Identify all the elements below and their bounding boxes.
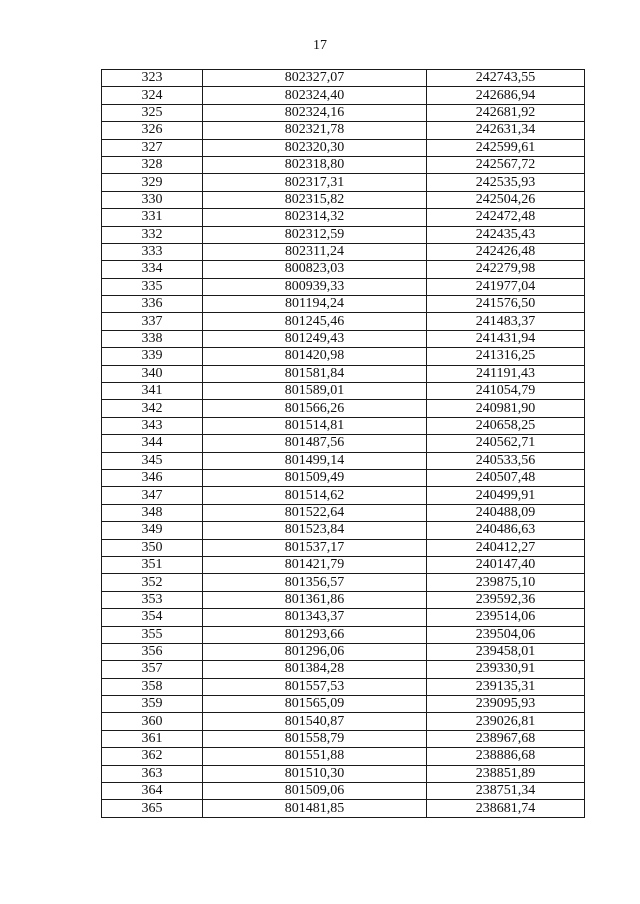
table-row (102, 400, 585, 417)
point-number-cell: 328 (102, 156, 203, 173)
x-coordinate-cell: 801509,06 (203, 783, 427, 800)
point-number-cell: 323 (102, 70, 203, 87)
x-coordinate-cell: 801566,26 (203, 400, 427, 417)
y-coordinate-cell: 239458,01 (427, 643, 585, 660)
y-coordinate-cell: 241431,94 (427, 330, 585, 347)
x-coordinate-cell: 801540,87 (203, 713, 427, 730)
y-coordinate-cell: 240486,63 (427, 522, 585, 539)
x-coordinate-cell: 801514,62 (203, 487, 427, 504)
table-row (102, 522, 585, 539)
table-row (102, 383, 585, 400)
x-coordinate-cell: 802321,78 (203, 122, 427, 139)
table-row (102, 243, 585, 260)
point-number-cell: 332 (102, 226, 203, 243)
y-coordinate-cell: 242567,72 (427, 156, 585, 173)
table-row (102, 365, 585, 382)
x-coordinate-cell: 801589,01 (203, 383, 427, 400)
y-coordinate-cell: 239026,81 (427, 713, 585, 730)
point-number-cell: 330 (102, 191, 203, 208)
table-row (102, 156, 585, 173)
y-coordinate-cell: 242681,92 (427, 104, 585, 121)
table-row (102, 696, 585, 713)
table-row (102, 139, 585, 156)
point-number-cell: 342 (102, 400, 203, 417)
coordinates-table (101, 69, 585, 818)
point-number-cell: 343 (102, 417, 203, 434)
table-row (102, 122, 585, 139)
x-coordinate-cell: 801551,88 (203, 748, 427, 765)
point-number-cell: 359 (102, 696, 203, 713)
x-coordinate-cell: 801343,37 (203, 609, 427, 626)
y-coordinate-cell: 241483,37 (427, 313, 585, 330)
table-row (102, 783, 585, 800)
table-row (102, 435, 585, 452)
page-number: 17 (313, 38, 327, 53)
table-row (102, 487, 585, 504)
table-row (102, 643, 585, 660)
x-coordinate-cell: 801420,98 (203, 348, 427, 365)
x-coordinate-cell: 801249,43 (203, 330, 427, 347)
x-coordinate-cell: 801421,79 (203, 556, 427, 573)
x-coordinate-cell: 801293,66 (203, 626, 427, 643)
point-number-cell: 346 (102, 469, 203, 486)
x-coordinate-cell: 800823,03 (203, 261, 427, 278)
y-coordinate-cell: 238967,68 (427, 730, 585, 747)
y-coordinate-cell: 242504,26 (427, 191, 585, 208)
table-row (102, 226, 585, 243)
point-number-cell: 338 (102, 330, 203, 347)
table-row (102, 313, 585, 330)
point-number-cell: 337 (102, 313, 203, 330)
table-row (102, 174, 585, 191)
point-number-cell: 335 (102, 278, 203, 295)
point-number-cell: 339 (102, 348, 203, 365)
table-row (102, 330, 585, 347)
x-coordinate-cell: 802320,30 (203, 139, 427, 156)
point-number-cell: 327 (102, 139, 203, 156)
point-number-cell: 365 (102, 800, 203, 817)
point-number-cell: 357 (102, 661, 203, 678)
x-coordinate-cell: 801356,57 (203, 574, 427, 591)
x-coordinate-cell: 801522,64 (203, 504, 427, 521)
x-coordinate-cell: 801510,30 (203, 765, 427, 782)
point-number-cell: 356 (102, 643, 203, 660)
x-coordinate-cell: 801194,24 (203, 296, 427, 313)
y-coordinate-cell: 240507,48 (427, 469, 585, 486)
y-coordinate-cell: 242599,61 (427, 139, 585, 156)
y-coordinate-cell: 239592,36 (427, 591, 585, 608)
point-number-cell: 348 (102, 504, 203, 521)
y-coordinate-cell: 239504,06 (427, 626, 585, 643)
table-row (102, 452, 585, 469)
y-coordinate-cell: 241316,25 (427, 348, 585, 365)
point-number-cell: 358 (102, 678, 203, 695)
x-coordinate-cell: 802327,07 (203, 70, 427, 87)
y-coordinate-cell: 238751,34 (427, 783, 585, 800)
point-number-cell: 352 (102, 574, 203, 591)
table-row (102, 504, 585, 521)
x-coordinate-cell: 801581,84 (203, 365, 427, 382)
y-coordinate-cell: 240147,40 (427, 556, 585, 573)
x-coordinate-cell: 802318,80 (203, 156, 427, 173)
x-coordinate-cell: 802324,16 (203, 104, 427, 121)
x-coordinate-cell: 801487,56 (203, 435, 427, 452)
x-coordinate-cell: 801514,81 (203, 417, 427, 434)
point-number-cell: 329 (102, 174, 203, 191)
y-coordinate-cell: 242472,48 (427, 209, 585, 226)
y-coordinate-cell: 240981,90 (427, 400, 585, 417)
y-coordinate-cell: 242426,48 (427, 243, 585, 260)
table-row (102, 574, 585, 591)
table-row (102, 278, 585, 295)
x-coordinate-cell: 802317,31 (203, 174, 427, 191)
table-row (102, 348, 585, 365)
y-coordinate-cell: 241191,43 (427, 365, 585, 382)
table-row (102, 556, 585, 573)
table-row (102, 539, 585, 556)
point-number-cell: 360 (102, 713, 203, 730)
y-coordinate-cell: 238886,68 (427, 748, 585, 765)
x-coordinate-cell: 801557,53 (203, 678, 427, 695)
point-number-cell: 353 (102, 591, 203, 608)
table-row (102, 469, 585, 486)
table-row (102, 748, 585, 765)
x-coordinate-cell: 801296,06 (203, 643, 427, 660)
table-row (102, 104, 585, 121)
point-number-cell: 325 (102, 104, 203, 121)
y-coordinate-cell: 242279,98 (427, 261, 585, 278)
point-number-cell: 361 (102, 730, 203, 747)
y-coordinate-cell: 240533,56 (427, 452, 585, 469)
y-coordinate-cell: 240562,71 (427, 435, 585, 452)
x-coordinate-cell: 801523,84 (203, 522, 427, 539)
y-coordinate-cell: 242743,55 (427, 70, 585, 87)
x-coordinate-cell: 801537,17 (203, 539, 427, 556)
y-coordinate-cell: 242631,34 (427, 122, 585, 139)
point-number-cell: 350 (102, 539, 203, 556)
x-coordinate-cell: 801558,79 (203, 730, 427, 747)
y-coordinate-cell: 239330,91 (427, 661, 585, 678)
y-coordinate-cell: 241054,79 (427, 383, 585, 400)
table-row (102, 261, 585, 278)
y-coordinate-cell: 238851,89 (427, 765, 585, 782)
point-number-cell: 340 (102, 365, 203, 382)
x-coordinate-cell: 802315,82 (203, 191, 427, 208)
coordinates-table-body (102, 70, 585, 818)
point-number-cell: 349 (102, 522, 203, 539)
table-row (102, 713, 585, 730)
y-coordinate-cell: 242686,94 (427, 87, 585, 104)
point-number-cell: 347 (102, 487, 203, 504)
y-coordinate-cell: 240412,27 (427, 539, 585, 556)
x-coordinate-cell: 802314,32 (203, 209, 427, 226)
table-row (102, 626, 585, 643)
y-coordinate-cell: 239095,93 (427, 696, 585, 713)
point-number-cell: 362 (102, 748, 203, 765)
table-row (102, 417, 585, 434)
table-row (102, 765, 585, 782)
point-number-cell: 334 (102, 261, 203, 278)
y-coordinate-cell: 241977,04 (427, 278, 585, 295)
table-row (102, 191, 585, 208)
x-coordinate-cell: 802324,40 (203, 87, 427, 104)
x-coordinate-cell: 802311,24 (203, 243, 427, 260)
y-coordinate-cell: 238681,74 (427, 800, 585, 817)
x-coordinate-cell: 800939,33 (203, 278, 427, 295)
y-coordinate-cell: 240488,09 (427, 504, 585, 521)
table-row (102, 209, 585, 226)
table-row (102, 678, 585, 695)
point-number-cell: 355 (102, 626, 203, 643)
y-coordinate-cell: 239135,31 (427, 678, 585, 695)
point-number-cell: 331 (102, 209, 203, 226)
point-number-cell: 324 (102, 87, 203, 104)
y-coordinate-cell: 242435,43 (427, 226, 585, 243)
table-row (102, 591, 585, 608)
point-number-cell: 363 (102, 765, 203, 782)
point-number-cell: 336 (102, 296, 203, 313)
point-number-cell: 364 (102, 783, 203, 800)
y-coordinate-cell: 239514,06 (427, 609, 585, 626)
point-number-cell: 341 (102, 383, 203, 400)
x-coordinate-cell: 801384,28 (203, 661, 427, 678)
point-number-cell: 354 (102, 609, 203, 626)
x-coordinate-cell: 802312,59 (203, 226, 427, 243)
table-row (102, 661, 585, 678)
point-number-cell: 344 (102, 435, 203, 452)
x-coordinate-cell: 801565,09 (203, 696, 427, 713)
y-coordinate-cell: 241576,50 (427, 296, 585, 313)
x-coordinate-cell: 801361,86 (203, 591, 427, 608)
table-row (102, 87, 585, 104)
table-row (102, 609, 585, 626)
y-coordinate-cell: 240499,91 (427, 487, 585, 504)
point-number-cell: 333 (102, 243, 203, 260)
x-coordinate-cell: 801481,85 (203, 800, 427, 817)
point-number-cell: 351 (102, 556, 203, 573)
table-row (102, 800, 585, 817)
x-coordinate-cell: 801245,46 (203, 313, 427, 330)
y-coordinate-cell: 240658,25 (427, 417, 585, 434)
y-coordinate-cell: 239875,10 (427, 574, 585, 591)
point-number-cell: 326 (102, 122, 203, 139)
x-coordinate-cell: 801499,14 (203, 452, 427, 469)
point-number-cell: 345 (102, 452, 203, 469)
table-row (102, 730, 585, 747)
y-coordinate-cell: 242535,93 (427, 174, 585, 191)
table-row (102, 296, 585, 313)
x-coordinate-cell: 801509,49 (203, 469, 427, 486)
table-row (102, 70, 585, 87)
